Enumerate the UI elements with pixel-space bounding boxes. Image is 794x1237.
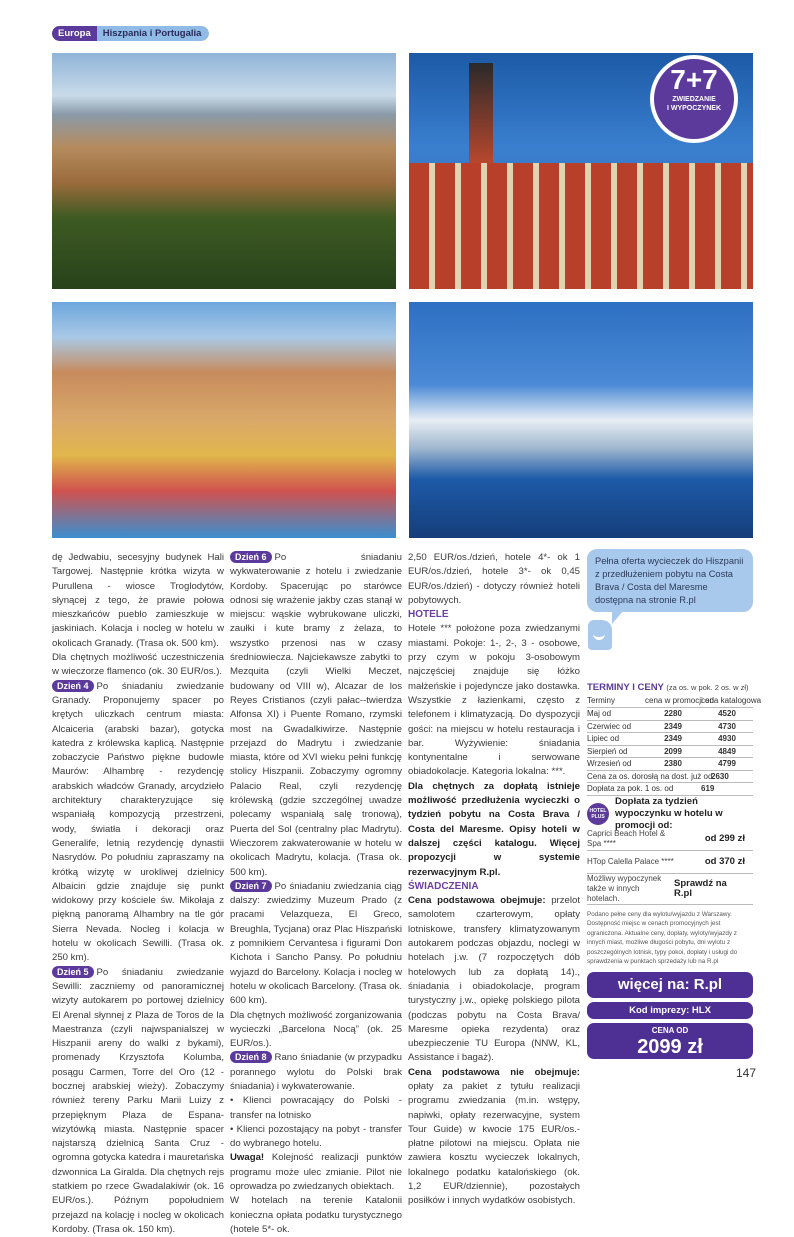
price-note: Podano pełne ceny dla wylotu/wyjazdu z Warszawy. Dostępność miejsc w cenach promocyjnych jest ograniczona. Aktualne ceny, dopłaty, wyloty/wyjazdy z innych miast, możliwe długości pobytu, dni wylotu z poszczególnych lotnisk, typy pokoi, dopłaty i usługi do sprawdzenia w punktach sprzedaży lub na R.pl <box>587 910 738 965</box>
day-badge: Dzień 8 <box>230 1051 272 1063</box>
photo-valencia-city-of-arts <box>409 302 753 538</box>
price-table: TERMINY I CENY (za os. w pok. 2 os. w zł) Terminy cena w promocji od cena katalogowa Maj od 2280 4520 Czerwiec od 2349 4730 Lipiec od 2349 4930 Sierpień od 2099 4849 Wrzesień od 2380 4799 Cena za os. dorosłą na dost. już od 2630 Dopłata za pok. 1 os. od 619 <box>587 682 762 793</box>
services-heading: ŚWIADCZENIA <box>408 880 479 892</box>
tour-code: Kod imprezy: HLX <box>587 1002 753 1019</box>
hotel-name: HTop Calella Palace **** <box>587 856 674 866</box>
r-logo-icon <box>588 620 612 650</box>
tour-type-badge: 7+7 ZWIEDZANIE I WYPOCZYNEK <box>650 55 738 143</box>
bubble-tail <box>612 610 624 624</box>
table-row: Lipiec od 2349 4930 <box>587 733 753 746</box>
price-from-box: CENA OD 2099 zł <box>587 1023 753 1059</box>
hotel-price: od 299 zł <box>704 832 745 844</box>
hotel-row <box>587 828 753 851</box>
breadcrumb-country[interactable]: Hiszpania i Portugalia <box>97 26 210 41</box>
sidebar-offer <box>587 682 762 1059</box>
more-info-button[interactable]: więcej na: R.pl <box>587 972 753 998</box>
table-row: Dopłata za pok. 1 os. od 619 <box>587 783 753 796</box>
day-8: Dzień 8 Rano śniadanie (w przypadku porannego wylotu do Polski brak śniadania) i wykwaterowanie. <box>230 1052 402 1092</box>
table-row: Wrzesień od 2380 4799 <box>587 758 753 771</box>
hotel-plus: HOTEL PLUS Dopłata za tydzień wypoczynku w hotelu w promocji od: <box>587 800 753 828</box>
hotel-list <box>587 828 753 905</box>
hotel-plus-icon: HOTEL PLUS <box>587 803 609 825</box>
text-column-3: 2,50 EUR/os./dzień, hotele 4*- ok 1 EUR/os./dzień, hotele 3*- ok 0,45 EUR/os./dzień) - dotyczy również hoteli pobytowych. HOTELE Hotele *** położone poza zwiedzanymi miastami. Pokoje: 1-, 2-, 3 - osobowe, przy czym w pokoju 3-osobowym najczęściej znajduje się łóżko małżeńskie i pojedyncze jako dostawka. Wszystkie z łazienkami, często z telefonem i klimatyzacją. Do dyspozycji gości: na miejscu w hotelu restauracja i bar. Wyżywienie: śniadania kontynentalne i serwowane obiadokolacje. Kategoria lokalna: ***. Dla chętnych za dopłatą istnieje możliwość przedłużenia wycieczki o tydzień pobytu na Costa Brava / Costa del Maresme. Opisy hoteli w dalszej części katalogu. Więcej propozycji w systemie rezerwacyjnym R.pl. ŚWIADCZENIA Cena podstawowa obejmuje: przelot samolotem czarterowym, opłaty lotniskowe, transfery klimatyzowanym autokarem podczas objazdu, noclegi w hotelach j.w. (7 rozpoczętych dób hotelowych lub za dopłatą 14)., śniadania i obiadokolacje, program turystyczny j.w., opiekę polskiego pilota (podczas pobytu na Costa Brava/ Maresme opieka rezydenta) oraz ubezpieczenie TU Europa (NNW, KL, Assistance i bagaż). Cena podstawowa nie obejmuje: opłaty za pakiet z tytułu realizacji programu zwiedzania (m.in. wstępy, napiwki, opłaty rezerwacyjne, system Tour Guide) w kwocie 175 EUR/os.- płatne pilotowi na miejscu. Opłata nie zawiera kosztu wycieczek lokalnych, lokalnego podatku katalońskiego (ok. 1,2 EUR/dziennie), pozostałych posiłków i innych wydatków osobistych. <box>408 552 580 1207</box>
table-row: Cena za os. dorosłą na dost. już od 2630 <box>587 770 753 783</box>
day-5: Dzień 5 Po śniadaniu zwiedzanie Sewilli: zaczniemy od panoramicznej wizyty autokarem po portowej dzielnicy El Arenal słynnej z Plaza de Toros de la Maestranza (czyli najwspanialszej w Hiszpanii areny do walki z bykami), promenady Krzysztofa Kolumba, posągu Carmen, Torre del Oro (12 - bocznej arabskiej wieży). Zobaczymy również tereny Parku Marii Luizy z przepięknym Plaza de Espana- wizytówką miasta. Następnie spacer najstarszą dzielnicą Santa Cruz - ogromna gotycka katedra i mauretańska dzwonnica La Giralda. Dla chętnych rejs statkiem po rzece Gwadalakiwir (ok. 16 EUR/os.). Późnym popołudniem przejazd na kolację i nocleg w okolicach Kordoby. (Trasa ok. 150 km). <box>52 966 224 1235</box>
hotel-row <box>587 851 753 874</box>
photo-alhambra <box>52 53 396 289</box>
day-7: Dzień 7 Po śniadaniu zwiedzania ciąg dalszy: zwiedzimy Muzeum Prado (z pracami Velazqueza, El Greco, Breughla, Tycjana) oraz Plac Hiszpański z pomnikiem Cervantesa i figurami Don Kichota i Sancho Pansy. Po południu wyjazd do Barcelony. Kolacja i nocleg w hotelu w okolicach Barcelony. (Trasa ok. 600 km). <box>230 880 402 1007</box>
hotel-name: Caprici Beach Hotel & Spa **** <box>587 828 666 848</box>
hotel-name: Możliwy wypoczynek także w innych hotelach. <box>587 873 662 903</box>
photo-park-guell <box>52 302 396 538</box>
day-badge: Dzień 5 <box>52 966 94 978</box>
day-4: Dzień 4 Po śniadaniu zwiedzanie Granady. Proponujemy spacer po krętych uliczkach centrum miasta: Alcaiceria (arabski bazar), gotycka katedra z królewska kaplicą. Następnie zobaczycie Państwo piękne budowle Maurów: Alhambrę - rezydencję arabskich władców Granady, arcydzieło architektury charakteryzujące się wspaniałą kompozycją przestrzeni, wody, światła i dekoracji oraz Generalife, letnią rezydencję dynastii Nasrydów. Po południu zapraszamy na krótką wizytę w urokliwej dzielnicy Albaicin gdzie znajduje się punkt widokowy przy kościele św. Mikołaja z piękną panoramą Alhambry na tle gór Sierra Nevada. Nocleg i kolacja w hotelu w okolicach Sewilli. (Trasa ok. 250 km). <box>52 680 224 964</box>
day-badge: Dzień 7 <box>230 880 272 892</box>
text-column-2: Dzień 6 Po śniadaniu wykwaterowanie z hotelu i zwiedzanie Kordoby. Spacerując po starówce odnosi się wrażenie jakby czas stanął w miejscu: wąskie wybrukowane uliczki, zaułki i kute bramy z żelaza, to wszystko przenosi nas w czasy średniowiecza. Najciekawsze zabytki to Mezquita (czyli Wielki Meczet, budowany od VIII w), Alcazar de los Reyes Cristianos (czyli pałac--twierdza Alfonsa XI) i Puente Romano, rzymski most na Gwadalkiwirze. Następnie przejazd do Madrytu i zwiedzanie miasta, które od XVI wieku pełni funkcję stolicy Hiszpanii. Zobaczymy ogromny Palacio Real, czyli rezydencję królewską (gdzie szczególnej uwadze polecamy wspaniałą salę tronową), Puerta del Sol (centralny plac Madrytu). Wieczorem zakwaterowanie w hotelu w okolicach Madrytu, kolacja. (Trasa ok. 500 km). Dzień 7 Po śniadaniu zwiedzania ciąg dalszy: zwiedzimy Muzeum Prado (z pracami Velazqueza, El Greco, Breughla, Tycjana) oraz Plac Hiszpański z pomnikiem Cervantesa i figurami Don Kichota i Sancho Pansy. Po południu wyjazd do Barcelony. Kolacja i nocleg w hotelu w okolicach Barcelony. (Trasa ok. 600 km). Dla chętnych możliwość zorganizowania wycieczki „Barcelona Nocą” (ok. 25 EUR/os.). Dzień 8 Rano śniadanie (w przypadku porannego wylotu do Polski brak śniadania) i wykwaterowanie. • Klienci powracający do Polski - transfer na lotnisko • Klienci pozostający na pobyt - transfer do wybranego hotelu. Uwaga! Kolejność realizacji punktów programu może ulec zmianie. Pilot nie oprowadza po zwiedzanych obiektach. W hotelach na terenie Katalonii konieczna opłata podatku turystycznego (hotele 5*- ok. <box>230 552 403 1235</box>
day-badge: Dzień 4 <box>52 680 94 692</box>
table-row: Sierpień od 2099 4849 <box>587 745 753 758</box>
hotel-row <box>587 874 753 905</box>
page-number: 147 <box>736 1066 757 1080</box>
hotel-price: Sprawdź na R.pl <box>674 877 727 899</box>
table-header: Terminy cena w promocji od cena katalogowa <box>587 695 753 708</box>
hotels-heading: HOTELE <box>408 609 449 621</box>
breadcrumb-region[interactable]: Europa <box>52 26 97 41</box>
table-row: Czerwiec od 2349 4730 <box>587 720 753 733</box>
hotel-price: od 370 zł <box>704 855 745 867</box>
day-badge: Dzień 6 <box>230 551 272 563</box>
day-6: Dzień 6 Po śniadaniu wykwaterowanie z hotelu i zwiedzanie Kordoby. Spacerując po starówce odnosi się wrażenie jakby czas stanął w miejscu: wąskie wybrukowane uliczki, zaułki i kute bramy z żelaza, to wszystko przenosi nas w czasy średniowiecza. Najciekawsze zabytki to Mezquita (czyli Wielki Meczet, budowany od VIII w), Alcazar de los Reyes Cristianos (czyli pałac--twierdza Alfonsa XI) i Puente Romano, rzymski most na Gwadalkiwirze. Następnie przejazd do Madrytu i zwiedzanie miasta, które od XVI wieku pełni funkcję stolicy Hiszpanii. Zobaczymy ogromny Palacio Real, czyli rezydencję królewską (gdzie szczególnej uwadze polecamy wspaniałą salę tronową), Puerta del Sol (centralny plac Madrytu). Wieczorem zakwaterowanie w hotelu w okolicach Madrytu, kolacja. (Trasa ok. 500 km). <box>230 552 402 878</box>
breadcrumb <box>52 26 209 41</box>
table-row: Maj od 2280 4520 <box>587 708 753 721</box>
text-column-1: dę Jedwabiu, secesyjny budynek Hali Targowej. Następnie krótka wizyta w Purullena - wiosce Troglodytów, słynącej z tego, że prawie połowa mieszkańców pueblo zamieszkuje w jaskiniach. Kolacja i nocleg w hotelu w okolicach Granady. (Trasa ok. 500 km). Dla chętnych możliwość uczestniczenia w wieczorze flamenco (ok. 30 EUR/os.). Dzień 4 Po śniadaniu zwiedzanie Granady. Proponujemy spacer po krętych uliczkach centrum miasta: Alcaiceria (arabski bazar), gotycka katedra z królewska kaplicą. Następnie zobaczycie Państwo piękne budowle Maurów: Alhambrę - rezydencję arabskich władców Granady, arcydzieło architektury charakteryzujące się wspaniałą kompozycją przestrzeni, wody, światła i dekoracji oraz Generalife, letnią rezydencję dynastii Nasrydów. Po południu zapraszamy na krótką wizytę w urokliwej dzielnicy Albaicin gdzie znajduje się punkt widokowy przy kościele św. Mikołaja z piękną panoramą Alhambry na tle gór Sierra Nevada. Nocleg i kolacja w hotelu w okolicach Sewilli. (Trasa ok. 250 km). Dzień 5 Po śniadaniu zwiedzanie Sewilli: zaczniemy od panoramicznej wizyty autokarem po portowej dzielnicy El Arenal słynnej z Plaza de Toros de la Maestranza (czyli najwspanialszej w Hiszpanii areny do walki z bykami), promenady Krzysztofa Kolumba, posągu Carmen, Torre del Oro (12 - bocznej arabskiej wieży). Zobaczymy również tereny Parku Marii Luizy z przepięknym Plaza de Espana- wizytówką miasta. Następnie spacer najstarszą dzielnicą Santa Cruz - ogromna gotycka katedra i mauretańska dzwonnica La Giralda. Dla chętnych rejs statkiem po rzece Gwadalakiwir (ok. 16 EUR/os.). Późnym popołudniem przejazd na kolację i nocleg w okolicach Kordoby. (Trasa ok. 150 km). <box>52 551 224 1237</box>
info-bubble: Pełna oferta wycieczek do Hiszpanii z przedłużeniem pobytu na Costa Brava / Costa del Maresme dostępna na stronie R.pl <box>587 549 753 612</box>
